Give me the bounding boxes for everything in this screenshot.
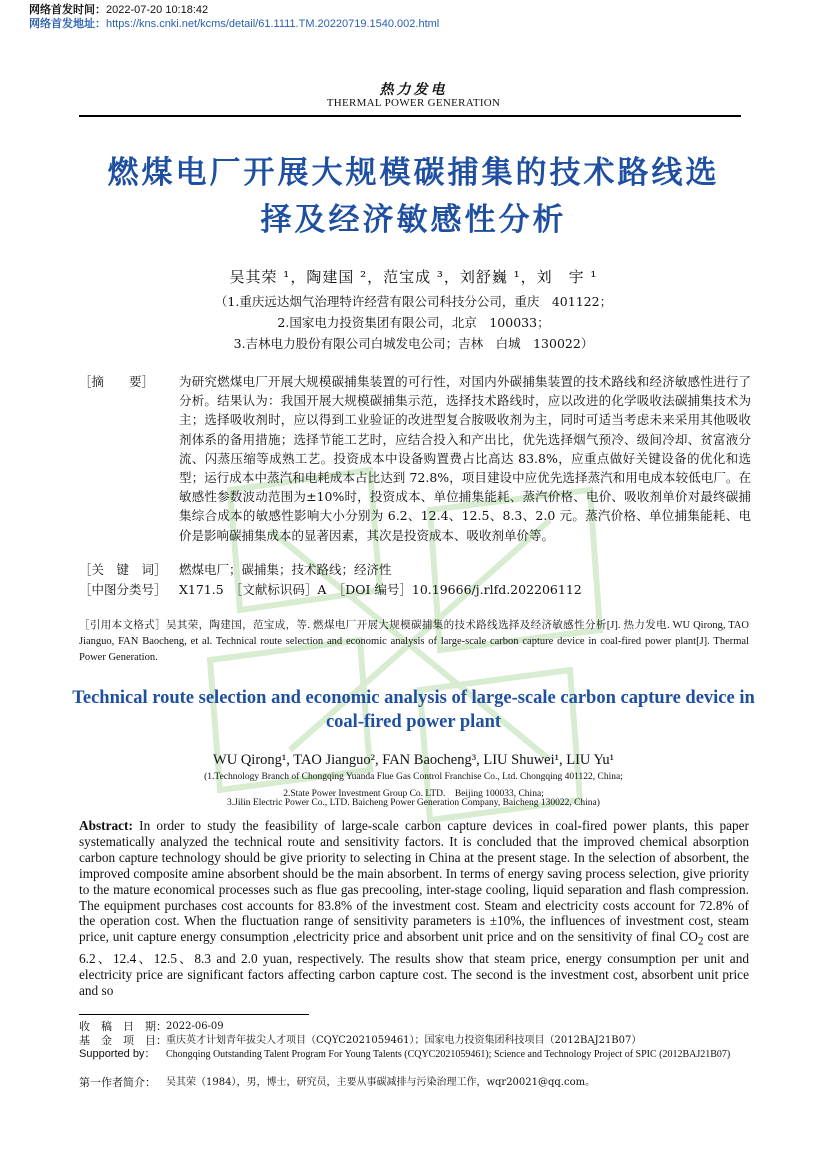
abstract-cn-label: ［摘 要］ bbox=[79, 374, 155, 389]
title-cn-line1: 燃煤电厂开展大规模碳捕集的技术路线选 bbox=[107, 155, 720, 191]
first-author-value: 吴其荣（1984），男，博士，研究员，主要从事碳减排与污染治理工作，wqr20021@qq.com。 bbox=[166, 1077, 596, 1088]
first-author-label: 第一作者简介： bbox=[79, 1076, 156, 1089]
affiliation-en-1: (1.Technology Branch of Chongqing Yuanda Flue Gas Control Franchise Co., Ltd. Chongqing 401122, China; bbox=[204, 772, 623, 782]
affiliation-cn-2: 2.国家电力投资集团有限公司，北京 100033； bbox=[277, 315, 550, 330]
received-value: 2022-06-09 bbox=[166, 1021, 224, 1032]
footnote-rule bbox=[79, 1014, 309, 1015]
fund-label: 基 金 项 目： bbox=[79, 1034, 167, 1047]
classification-label: ［中图分类号］ bbox=[79, 582, 167, 597]
fund-value: 重庆英才计划青年拔尖人才项目（CQYC2021059461）；国家电力投资集团科技项目（2012BAJ21B07） bbox=[166, 1035, 642, 1046]
journal-name-cn: 热力发电 bbox=[379, 82, 448, 98]
abstract-en bbox=[79, 818, 749, 999]
affiliation-cn-3: 3.吉林电力股份有限公司白城发电公司；吉林 白城 130022） bbox=[233, 336, 594, 351]
publish-url-label: 网络首发地址： bbox=[29, 18, 106, 30]
citation-label: ［引用本文格式］ bbox=[79, 620, 167, 631]
affiliation-cn-1: （1.重庆远达烟气治理特许经营有限公司科技分公司，重庆 401122； bbox=[214, 294, 613, 309]
abstract-en-subscript: 2 bbox=[698, 936, 704, 948]
title-cn-line2: 择及经济敏感性分析 bbox=[260, 202, 567, 238]
publish-time bbox=[29, 3, 208, 17]
publish-time-value: 2022-07-20 10:18:42 bbox=[106, 4, 209, 16]
supported-label: Supported by： bbox=[79, 1048, 156, 1060]
publish-time-label: 网络首发时间： bbox=[29, 4, 106, 16]
abstract-en-text-1: In order to study the feasibility of large-scale carbon capture devices in coal-fired power plants, this paper systematically analyzed the technical route and sensitivity factors. It is concluded that the improved chemical absorption carbon capture technology should be give priority to selecting in China at the present stage. In the selection of absorbent, the improved composite amine absorbent should be the main absorbent. In terms of energy saving process selection, give priority to the mature economical processes such as flue gas precooling, inter-stage cooling, liquid separation and flash compression. The equipment purchases cost accounts for 83.8% of the investment cost. Steam and electricity costs account for 72.8% of the operation cost. When the fluctuation range of sensitivity parameters is ±10%, the influences of investment cost, steam price, unit capture energy consumption ,electricity price and absorbent unit price and on the sensitivity of final CO bbox=[79, 818, 749, 945]
affiliation-en-2: 2.State Power Investment Group Co. LTD. Beijing 100033, China; bbox=[283, 789, 544, 799]
received-label: 收 稿 日 期： bbox=[79, 1020, 167, 1033]
authors-en: WU Qirong¹, TAO Jianguo², FAN Baocheng³, LIU Shuwei¹, LIU Yu¹ bbox=[213, 752, 614, 768]
header-rule bbox=[79, 115, 741, 117]
abstract-en-label: Abstract: bbox=[79, 818, 133, 833]
abstract-cn-text: 为研究燃煤电厂开展大规模碳捕集装置的可行性，对国内外碳捕集装置的技术路线和经济敏感性进行了分析。结果认为：我国开展大规模碳捕集示范，选择技术路线时，应以改进的化学吸收法碳捕集技术为主；选择吸收剂时，应以得到工业验证的改进型复合胺吸收剂为主，同时可适当考虑未来采用其他吸收剂体系的备用措施；选择节能工艺时，应结合投入和产出比，优先选择烟气预冷、级间冷却、贫富液分流、闪蒸压缩等成熟工艺。投资成本中设备购置费占比高达 83.8%，应重点做好关键设备的优化和选型；运行成本中蒸汽和电耗成本占比达到 72.8%，项目建设中应优先选择蒸汽和用电成本较低电厂。在敏感性参数波动范围为±10%时，投资成本、单位捕集能耗、蒸汽价格、电价、吸收剂单价对最终碳捕集综合成本的敏感性影响大小分别为 6.2、12.4、12.5、8.3、2.0 元。蒸汽价格、单位捕集能耗、电价是影响碳捕集成本的显著因素，其次是投资成本、吸收剂单价等。 bbox=[179, 374, 751, 543]
citation-text: 吴其荣，陶建国，范宝成，等. 燃煤电厂开展大规模碳捕集的技术路线选择及经济敏感性分析[J]. 热力发电. WU Qirong, TAO Jianguo, FAN Baocheng, et al. Technical route selection and economic analysis of large-scale carbon capture device in coal-fired power plant[J]. Thermal Power Generation. bbox=[79, 620, 750, 663]
keywords-cn-text: 燃煤电厂；碳捕集；技术路线；经济性 bbox=[179, 562, 392, 577]
authors-cn: 吴其荣 ¹，陶建国 ²，范宝成 ³，刘舒巍 ¹，刘 宇 ¹ bbox=[229, 268, 598, 286]
keywords-cn-label: ［关 键 词］ bbox=[79, 562, 167, 577]
classification-text: X171.5 ［文献标识码］A ［DOI 编号］10.19666/j.rlfd.202206112 bbox=[179, 582, 582, 597]
affiliation-en-3: 3.Jilin Electric Power Co., LTD. Baicheng Power Generation Company, Baicheng 130022, China) bbox=[227, 798, 600, 808]
title-en: Technical route selection and economic analysis of large-scale carbon capture device in coal-fired power plant bbox=[72, 688, 755, 732]
publish-url bbox=[29, 17, 439, 31]
journal-name-en: THERMAL POWER GENERATION bbox=[326, 97, 501, 109]
publish-url-link[interactable]: https://kns.cnki.net/kcms/detail/61.1111.TM.20220719.1540.002.html bbox=[106, 18, 440, 30]
abstract-cn bbox=[79, 372, 751, 567]
citation bbox=[79, 618, 749, 666]
title-cn bbox=[60, 150, 767, 244]
supported-value: Chongqing Outstanding Talent Program For Young Talents (CQYC2021059461); Science and Technology Project of SPIC (2012BAJ21B07) bbox=[166, 1049, 731, 1060]
abstract-en-text-2: cost are 6.2、12.4、12.5、8.3 and 2.0 yuan, respectively. The results show that steam price, energy consumption per unit and electricity price are significant factors affecting carbon capture cost. The second is the investment cost, absorbent unit price and so bbox=[79, 929, 749, 998]
